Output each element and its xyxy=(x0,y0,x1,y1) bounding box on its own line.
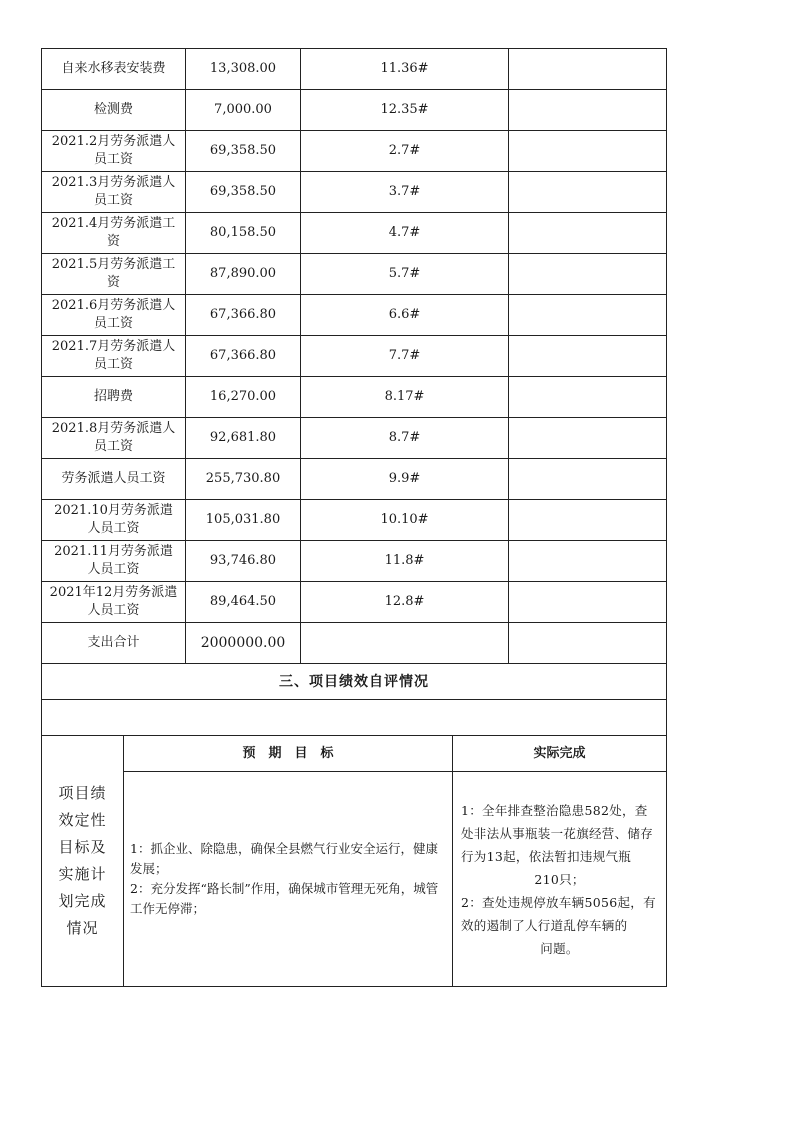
expense-name: 2021.2月劳务派遣人员工资 xyxy=(42,131,186,172)
expense-note-empty xyxy=(509,90,667,131)
performance-left-label: 项目绩效定性目标及实施计划完成情况 xyxy=(42,736,124,987)
total-note-empty xyxy=(509,623,667,664)
section3-title-row xyxy=(42,664,667,700)
expense-name: 2021.10月劳务派遣人员工资 xyxy=(42,500,186,541)
expense-voucher: 8.17# xyxy=(301,377,509,418)
expense-voucher: 10.10# xyxy=(301,500,509,541)
actual-result-1-end: 210只； xyxy=(534,871,585,887)
expense-voucher: 3.7# xyxy=(301,172,509,213)
expense-amount: 16,270.00 xyxy=(186,377,301,418)
expense-row xyxy=(42,582,667,623)
performance-content-row xyxy=(42,772,667,987)
blank-row xyxy=(42,700,667,736)
expense-voucher: 12.8# xyxy=(301,582,509,623)
expense-name: 劳务派遣人员工资 xyxy=(42,459,186,500)
expense-amount: 67,366.80 xyxy=(186,295,301,336)
expense-name: 2021.8月劳务派遣人员工资 xyxy=(42,418,186,459)
actual-result-2: 2：查处违规停放车辆5056起，有效的遏制了人行道乱停车辆的 xyxy=(461,894,656,933)
total-row xyxy=(42,623,667,664)
expense-voucher: 9.9# xyxy=(301,459,509,500)
expense-note-empty xyxy=(509,336,667,377)
expense-name: 2021.4月劳务派遣工资 xyxy=(42,213,186,254)
document-page xyxy=(41,48,666,987)
expense-name: 2021.6月劳务派遣人员工资 xyxy=(42,295,186,336)
expense-amount: 7,000.00 xyxy=(186,90,301,131)
expense-note-empty xyxy=(509,172,667,213)
expense-amount: 92,681.80 xyxy=(186,418,301,459)
total-amount: 2000000.00 xyxy=(186,623,301,664)
expense-row xyxy=(42,90,667,131)
expense-amount: 87,890.00 xyxy=(186,254,301,295)
expense-row xyxy=(42,418,667,459)
expense-voucher: 12.35# xyxy=(301,90,509,131)
actual-result-2-end: 问题。 xyxy=(540,940,579,956)
actual-result-1: 1：全年排查整治隐患582处，查处非法从事瓶装一花旗经营、储存行为13起，依法暂扣违规气瓶 xyxy=(461,802,654,864)
expense-row xyxy=(42,254,667,295)
expense-note-empty xyxy=(509,377,667,418)
expense-voucher: 5.7# xyxy=(301,254,509,295)
expense-row xyxy=(42,459,667,500)
expense-amount: 255,730.80 xyxy=(186,459,301,500)
expense-note-empty xyxy=(509,541,667,582)
total-label: 支出合计 xyxy=(42,623,186,664)
expense-table xyxy=(41,48,667,736)
expense-amount: 69,358.50 xyxy=(186,172,301,213)
expected-goal-1: 1：抓企业、除隐患，确保全县燃气行业安全运行，健康发展； xyxy=(130,841,438,876)
expense-voucher: 11.36# xyxy=(301,49,509,90)
expense-row xyxy=(42,213,667,254)
total-voucher-empty xyxy=(301,623,509,664)
expense-row xyxy=(42,131,667,172)
performance-table xyxy=(41,735,667,987)
expense-amount: 93,746.80 xyxy=(186,541,301,582)
expense-voucher: 11.8# xyxy=(301,541,509,582)
section3-title: 三、项目绩效自评情况 xyxy=(42,664,667,700)
expense-name: 招聘费 xyxy=(42,377,186,418)
expense-voucher: 4.7# xyxy=(301,213,509,254)
actual-completion-header: 实际完成 xyxy=(453,736,667,772)
expense-row xyxy=(42,295,667,336)
expense-name: 2021.7月劳务派遣人员工资 xyxy=(42,336,186,377)
expense-note-empty xyxy=(509,213,667,254)
expense-amount: 80,158.50 xyxy=(186,213,301,254)
expense-name: 2021.5月劳务派遣工资 xyxy=(42,254,186,295)
expense-row xyxy=(42,172,667,213)
expense-name: 2021.11月劳务派遣人员工资 xyxy=(42,541,186,582)
expense-row xyxy=(42,336,667,377)
expense-note-empty xyxy=(509,254,667,295)
expense-voucher: 6.6# xyxy=(301,295,509,336)
expense-note-empty xyxy=(509,131,667,172)
expense-row xyxy=(42,49,667,90)
blank-cell xyxy=(42,700,667,736)
expense-name: 自来水移表安装费 xyxy=(42,49,186,90)
expense-name: 2021年12月劳务派遣人员工资 xyxy=(42,582,186,623)
expense-row xyxy=(42,541,667,582)
expense-note-empty xyxy=(509,49,667,90)
expense-rows xyxy=(42,49,667,623)
expense-amount: 13,308.00 xyxy=(186,49,301,90)
expense-amount: 105,031.80 xyxy=(186,500,301,541)
expense-name: 检测费 xyxy=(42,90,186,131)
expense-row xyxy=(42,500,667,541)
expected-goal-2: 2：充分发挥“路长制”作用，确保城市管理无死角，城管工作无停滞； xyxy=(130,881,439,916)
expense-name: 2021.3月劳务派遣人员工资 xyxy=(42,172,186,213)
expense-row xyxy=(42,377,667,418)
expense-voucher: 7.7# xyxy=(301,336,509,377)
actual-completion-cell xyxy=(453,772,667,987)
expected-goal-cell xyxy=(124,772,453,987)
expense-amount: 89,464.50 xyxy=(186,582,301,623)
performance-header-row xyxy=(42,736,667,772)
expense-note-empty xyxy=(509,418,667,459)
expense-amount: 69,358.50 xyxy=(186,131,301,172)
expense-amount: 67,366.80 xyxy=(186,336,301,377)
expense-note-empty xyxy=(509,500,667,541)
expense-voucher: 8.7# xyxy=(301,418,509,459)
expense-note-empty xyxy=(509,295,667,336)
expense-note-empty xyxy=(509,582,667,623)
expense-voucher: 2.7# xyxy=(301,131,509,172)
expense-note-empty xyxy=(509,459,667,500)
expected-goal-header: 预 期 目 标 xyxy=(124,736,453,772)
